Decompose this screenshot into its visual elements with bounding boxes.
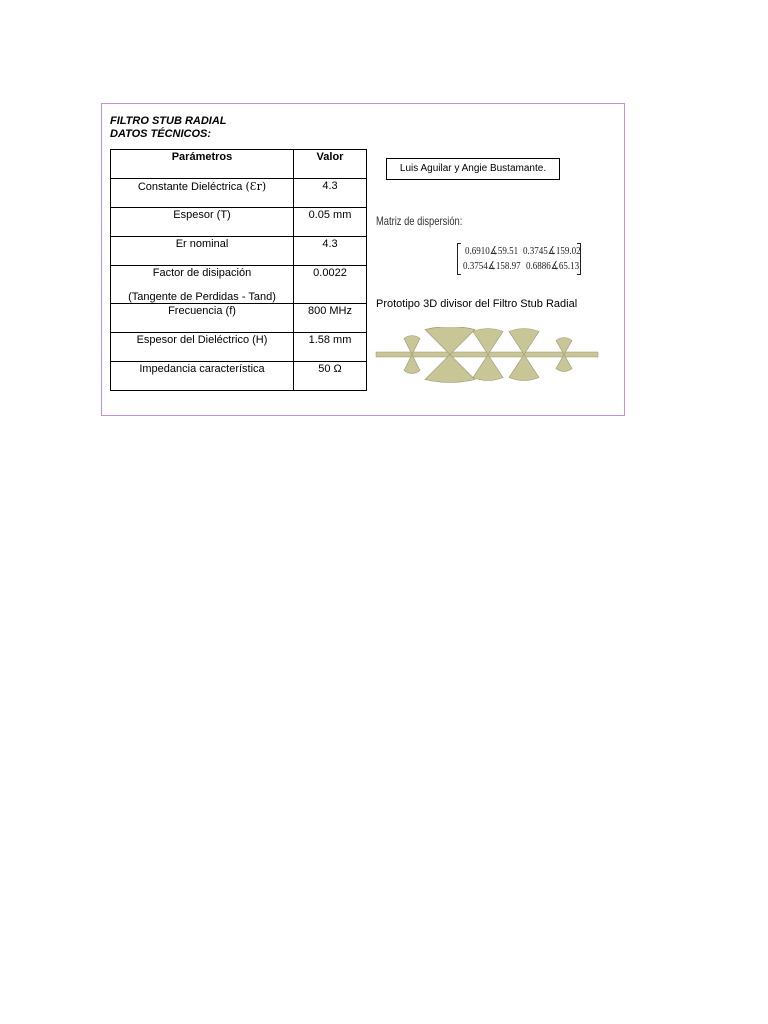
param-cell: Impedancia característica [111, 362, 294, 391]
param-label: Factor de disipación [152, 267, 252, 279]
param-cell: Er nominal [111, 237, 294, 266]
value-cell: 4.3 [294, 237, 367, 266]
document-subtitle: DATOS TÉCNICOS: [110, 128, 212, 140]
header-valor: Valor [294, 150, 367, 179]
param-cell: Espesor (T) [111, 208, 294, 237]
table-row [111, 179, 367, 208]
matrix-cell: 0.3754∡158.97 [463, 260, 521, 272]
table-row [111, 304, 367, 333]
prototype-label: Prototipo 3D divisor del Filtro Stub Radial [376, 298, 578, 310]
table-row [111, 237, 367, 266]
radial-stub [509, 329, 539, 355]
header-parametros: Parámetros [111, 150, 294, 179]
radial-stub [473, 329, 503, 355]
matrix-cell: 0.6910∡59.51 [465, 245, 519, 257]
parameters-table [110, 149, 367, 391]
epsilon-symbol: (Ɛr) [245, 180, 267, 193]
table-row [111, 266, 367, 304]
value-cell: 0.05 mm [294, 208, 367, 237]
param-label: Constante Dieléctrica [137, 181, 243, 193]
param-cell [111, 179, 294, 208]
matrix-left-bracket [457, 243, 461, 275]
table-row [111, 333, 367, 362]
param-cell: Frecuencia (f) [111, 304, 294, 333]
document-title: FILTRO STUB RADIAL [110, 115, 227, 127]
matrix-right-bracket [577, 243, 581, 275]
radial-stub [425, 327, 475, 355]
matrix-cell: 0.3745∡159.02 [523, 245, 581, 257]
table-row [111, 362, 367, 391]
radial-stub-filter-figure [374, 327, 604, 385]
value-cell: 4.3 [294, 179, 367, 208]
param-cell: Espesor del Dieléctrico (H) [111, 333, 294, 362]
matrix-label: Matriz de dispersión: [376, 214, 463, 228]
table-header-row [111, 150, 367, 179]
radial-stub [404, 355, 420, 374]
value-cell: 800 MHz [294, 304, 367, 333]
radial-stub [473, 355, 503, 381]
value-cell: 50 Ω [294, 362, 367, 391]
value-cell: 1.58 mm [294, 333, 367, 362]
matrix-cell: 0.6886∡65.13 [526, 260, 580, 272]
authors-box: Luis Aguilar y Angie Bustamante. [386, 158, 560, 180]
param-cell [111, 266, 294, 304]
radial-stub [404, 336, 420, 355]
param-sublabel: (Tangente de Perdidas - Tand) [128, 291, 276, 303]
value-cell: 0.0022 [294, 266, 367, 304]
radial-stub [509, 355, 539, 381]
radial-stub [425, 355, 475, 383]
table-row [111, 208, 367, 237]
